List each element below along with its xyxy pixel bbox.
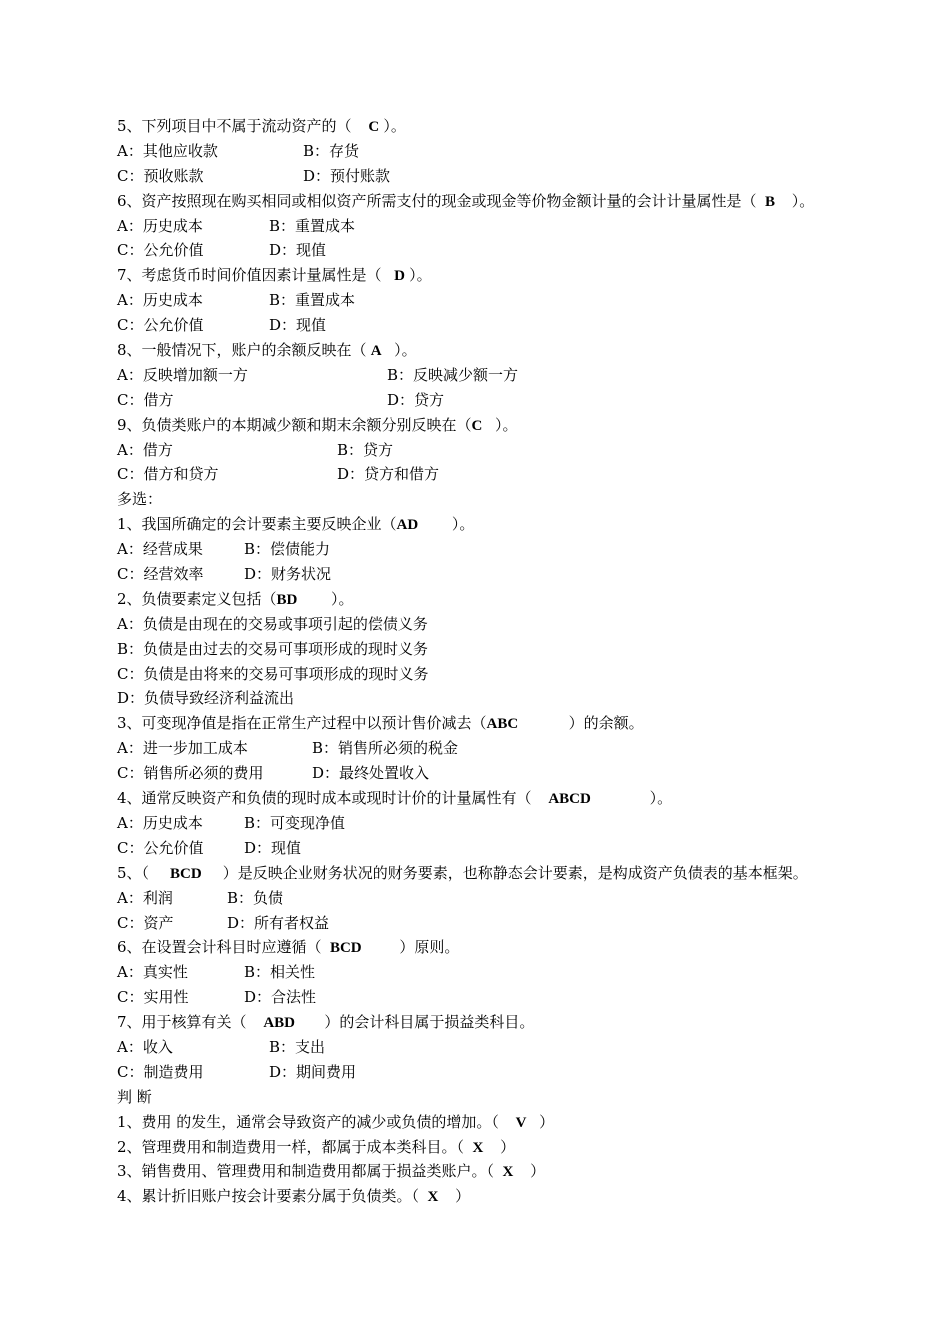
option-b: B：贷方 (337, 440, 394, 459)
option-text: A：负债是由现在的交易或事项引起的偿债义务 (117, 614, 428, 633)
question-text: 1、费用 的发生，通常会导致资产的减少或负债的增加。（ (117, 1112, 499, 1131)
option-a: A：利润 (117, 888, 173, 907)
option-b: B：支出 (269, 1037, 326, 1056)
option-line (117, 836, 917, 861)
question-text-end: ）是反映企业财务状况的财务要素，也称静态会计要素，是构成资产负债表的基本框架。 (222, 863, 808, 882)
option-b: B：反映减少额一方 (387, 365, 519, 384)
question-text-end: ） (539, 1112, 555, 1131)
answer-text: BCD (329, 940, 362, 957)
option-a: C：公允价值 (117, 316, 204, 335)
option-a: A：历史成本 (117, 813, 203, 832)
question-line (117, 587, 917, 612)
question-text-end: ）。 (409, 266, 432, 285)
option-a: A：经营成果 (117, 540, 203, 559)
option-line (117, 985, 917, 1010)
question-line (117, 1159, 917, 1184)
option-line (117, 438, 917, 463)
question-text: 1、我国所确定的会计要素主要反映企业（ (117, 515, 397, 534)
option-line (117, 164, 917, 189)
option-a: A：收入 (117, 1037, 173, 1056)
option-line (117, 388, 917, 413)
option-line (117, 911, 917, 936)
section-heading (117, 487, 917, 512)
question-text: 5、下列项目中不属于流动资产的（ (117, 117, 352, 135)
answer-text: C (471, 417, 483, 434)
option-a: C：经营效率 (117, 565, 204, 584)
option-a: C：资产 (117, 913, 174, 932)
option-b: B：相关性 (244, 963, 316, 982)
option-line (117, 214, 917, 239)
option-line (117, 612, 917, 637)
option-b: D：现值 (244, 838, 302, 857)
option-line (117, 363, 917, 388)
question-text-end: ）。 (394, 341, 417, 360)
question-text-end: ） (455, 1187, 471, 1206)
answer-text: X (502, 1164, 514, 1181)
option-a: A：其他应收款 (117, 141, 218, 160)
option-b: B：可变现净值 (244, 813, 346, 832)
question-text-end: ）的会计科目属于损益类科目。 (324, 1013, 535, 1032)
option-line (117, 637, 917, 662)
option-b: D：贷方 (387, 390, 445, 409)
option-text: D：负债导致经济利益流出 (117, 689, 295, 708)
option-line (117, 238, 917, 263)
option-b: D：现值 (269, 241, 327, 260)
question-line (117, 189, 917, 214)
question-line (117, 1110, 917, 1135)
option-line (117, 886, 917, 911)
question-text-end: ）。 (330, 589, 354, 608)
option-line (117, 761, 917, 786)
option-line (117, 1060, 917, 1085)
question-text: 5、（ (117, 863, 150, 882)
question-text: 6、资产按照现在购买相同或相似资产所需支付的现金或现金等价物金额计量的会计计量属性是（ (117, 191, 757, 210)
option-a: A：历史成本 (117, 216, 203, 235)
question-line (117, 711, 917, 736)
option-a: A：历史成本 (117, 291, 203, 310)
option-line (117, 139, 917, 164)
question-text: 3、可变现净值是指在正常生产过程中以预计售价减去（ (117, 714, 487, 733)
question-line (117, 512, 917, 537)
option-a: C：公允价值 (117, 838, 204, 857)
option-text: B：负债是由过去的交易可事项形成的现时义务 (117, 639, 429, 658)
answer-text: C (368, 119, 380, 135)
question-text-end: ）。 (791, 191, 815, 210)
option-line (117, 960, 917, 985)
option-b: D：所有者权益 (227, 913, 330, 932)
question-line (117, 1010, 917, 1035)
answer-text: BCD (170, 865, 202, 882)
option-b: B：存货 (303, 141, 360, 160)
question-line (117, 1184, 917, 1209)
answer-text: BD (276, 591, 298, 608)
option-b: D：财务状况 (244, 565, 332, 584)
question-text-end: ）。 (494, 415, 518, 434)
question-line (117, 786, 917, 811)
option-line (117, 686, 917, 711)
option-b: B：重置成本 (269, 216, 356, 235)
option-b: B：销售所必须的税金 (312, 739, 459, 758)
question-text: 2、管理费用和制造费用一样，都属于成本类科目。（ (117, 1137, 465, 1156)
question-line (117, 114, 917, 139)
question-text-end: ） (500, 1137, 516, 1156)
answer-text: ABCD (548, 791, 591, 808)
option-a: C：制造费用 (117, 1062, 204, 1081)
answer-text: AD (396, 517, 419, 534)
question-line (117, 935, 917, 960)
question-text: 3、销售费用、管理费用和制造费用都属于损益类账户。（ (117, 1162, 495, 1181)
option-b: D：现值 (269, 316, 327, 335)
option-b: D：贷方和借方 (337, 465, 440, 484)
answer-text: A (370, 343, 382, 360)
option-a: A：借方 (117, 440, 173, 459)
option-line (117, 562, 917, 587)
question-line (117, 338, 917, 363)
option-a: A：进一步加工成本 (117, 739, 248, 758)
question-line (117, 1135, 917, 1160)
answer-text: ABC (486, 716, 519, 733)
option-b: D：合法性 (244, 988, 317, 1007)
answer-text: X (427, 1189, 439, 1206)
question-text: 2、负债要素定义包括（ (117, 589, 277, 608)
document-body (117, 114, 917, 1209)
option-text: C：负债是由将来的交易可事项形成的现时义务 (117, 664, 429, 683)
question-line (117, 413, 917, 438)
option-b: D：期间费用 (269, 1062, 357, 1081)
question-line (117, 861, 917, 886)
option-a: C：借方 (117, 390, 174, 409)
option-line (117, 462, 917, 487)
question-text-end: ）。 (451, 515, 475, 534)
option-line (117, 313, 917, 338)
section-heading (117, 1085, 917, 1110)
option-line (117, 736, 917, 761)
answer-text: V (515, 1114, 527, 1131)
option-line (117, 288, 917, 313)
answer-text: ABD (263, 1015, 296, 1032)
option-a: C：预收账款 (117, 166, 204, 185)
option-line (117, 662, 917, 687)
option-b: B：重置成本 (269, 291, 356, 310)
section-heading-text: 判 断 (117, 1087, 152, 1106)
option-a: C：公允价值 (117, 241, 204, 260)
option-b: B：偿债能力 (244, 540, 331, 559)
question-text: 9、负债类账户的本期减少额和期末余额分别反映在（ (117, 415, 472, 434)
answer-text: D (394, 268, 405, 285)
option-a: C：销售所必须的费用 (117, 764, 264, 783)
option-a: A：真实性 (117, 963, 188, 982)
question-text: 8、一般情况下，账户的余额反映在（ (117, 341, 367, 360)
option-a: A：反映增加额一方 (117, 365, 248, 384)
answer-text: X (472, 1139, 484, 1156)
option-line (117, 811, 917, 836)
question-text-end: ） (530, 1162, 546, 1181)
answer-text: B (764, 193, 775, 210)
question-text-end: ）。 (649, 789, 673, 808)
question-line (117, 263, 917, 288)
option-b: D：最终处置收入 (312, 764, 430, 783)
option-b: D：预付账款 (303, 166, 391, 185)
section-heading-text: 多选： (117, 490, 163, 509)
option-a: C：借方和贷方 (117, 465, 219, 484)
question-text: 6、在设置会计科目时应遵循（ (117, 938, 322, 957)
question-text: 4、累计折旧账户按会计要素分属于负债类。（ (117, 1187, 420, 1206)
option-line (117, 537, 917, 562)
question-text: 7、用于核算有关（ (117, 1013, 247, 1032)
question-text: 7、考虑货币时间价值因素计量属性是（ (117, 266, 382, 285)
option-a: C：实用性 (117, 988, 189, 1007)
question-text-end: ）。 (383, 117, 406, 135)
option-line (117, 1035, 917, 1060)
question-text-end: ）原则。 (399, 938, 460, 957)
question-text-end: ）的余额。 (568, 714, 644, 733)
option-b: B：负债 (227, 888, 284, 907)
question-text: 4、通常反映资产和负债的现时成本或现时计价的计量属性有（ (117, 789, 532, 808)
